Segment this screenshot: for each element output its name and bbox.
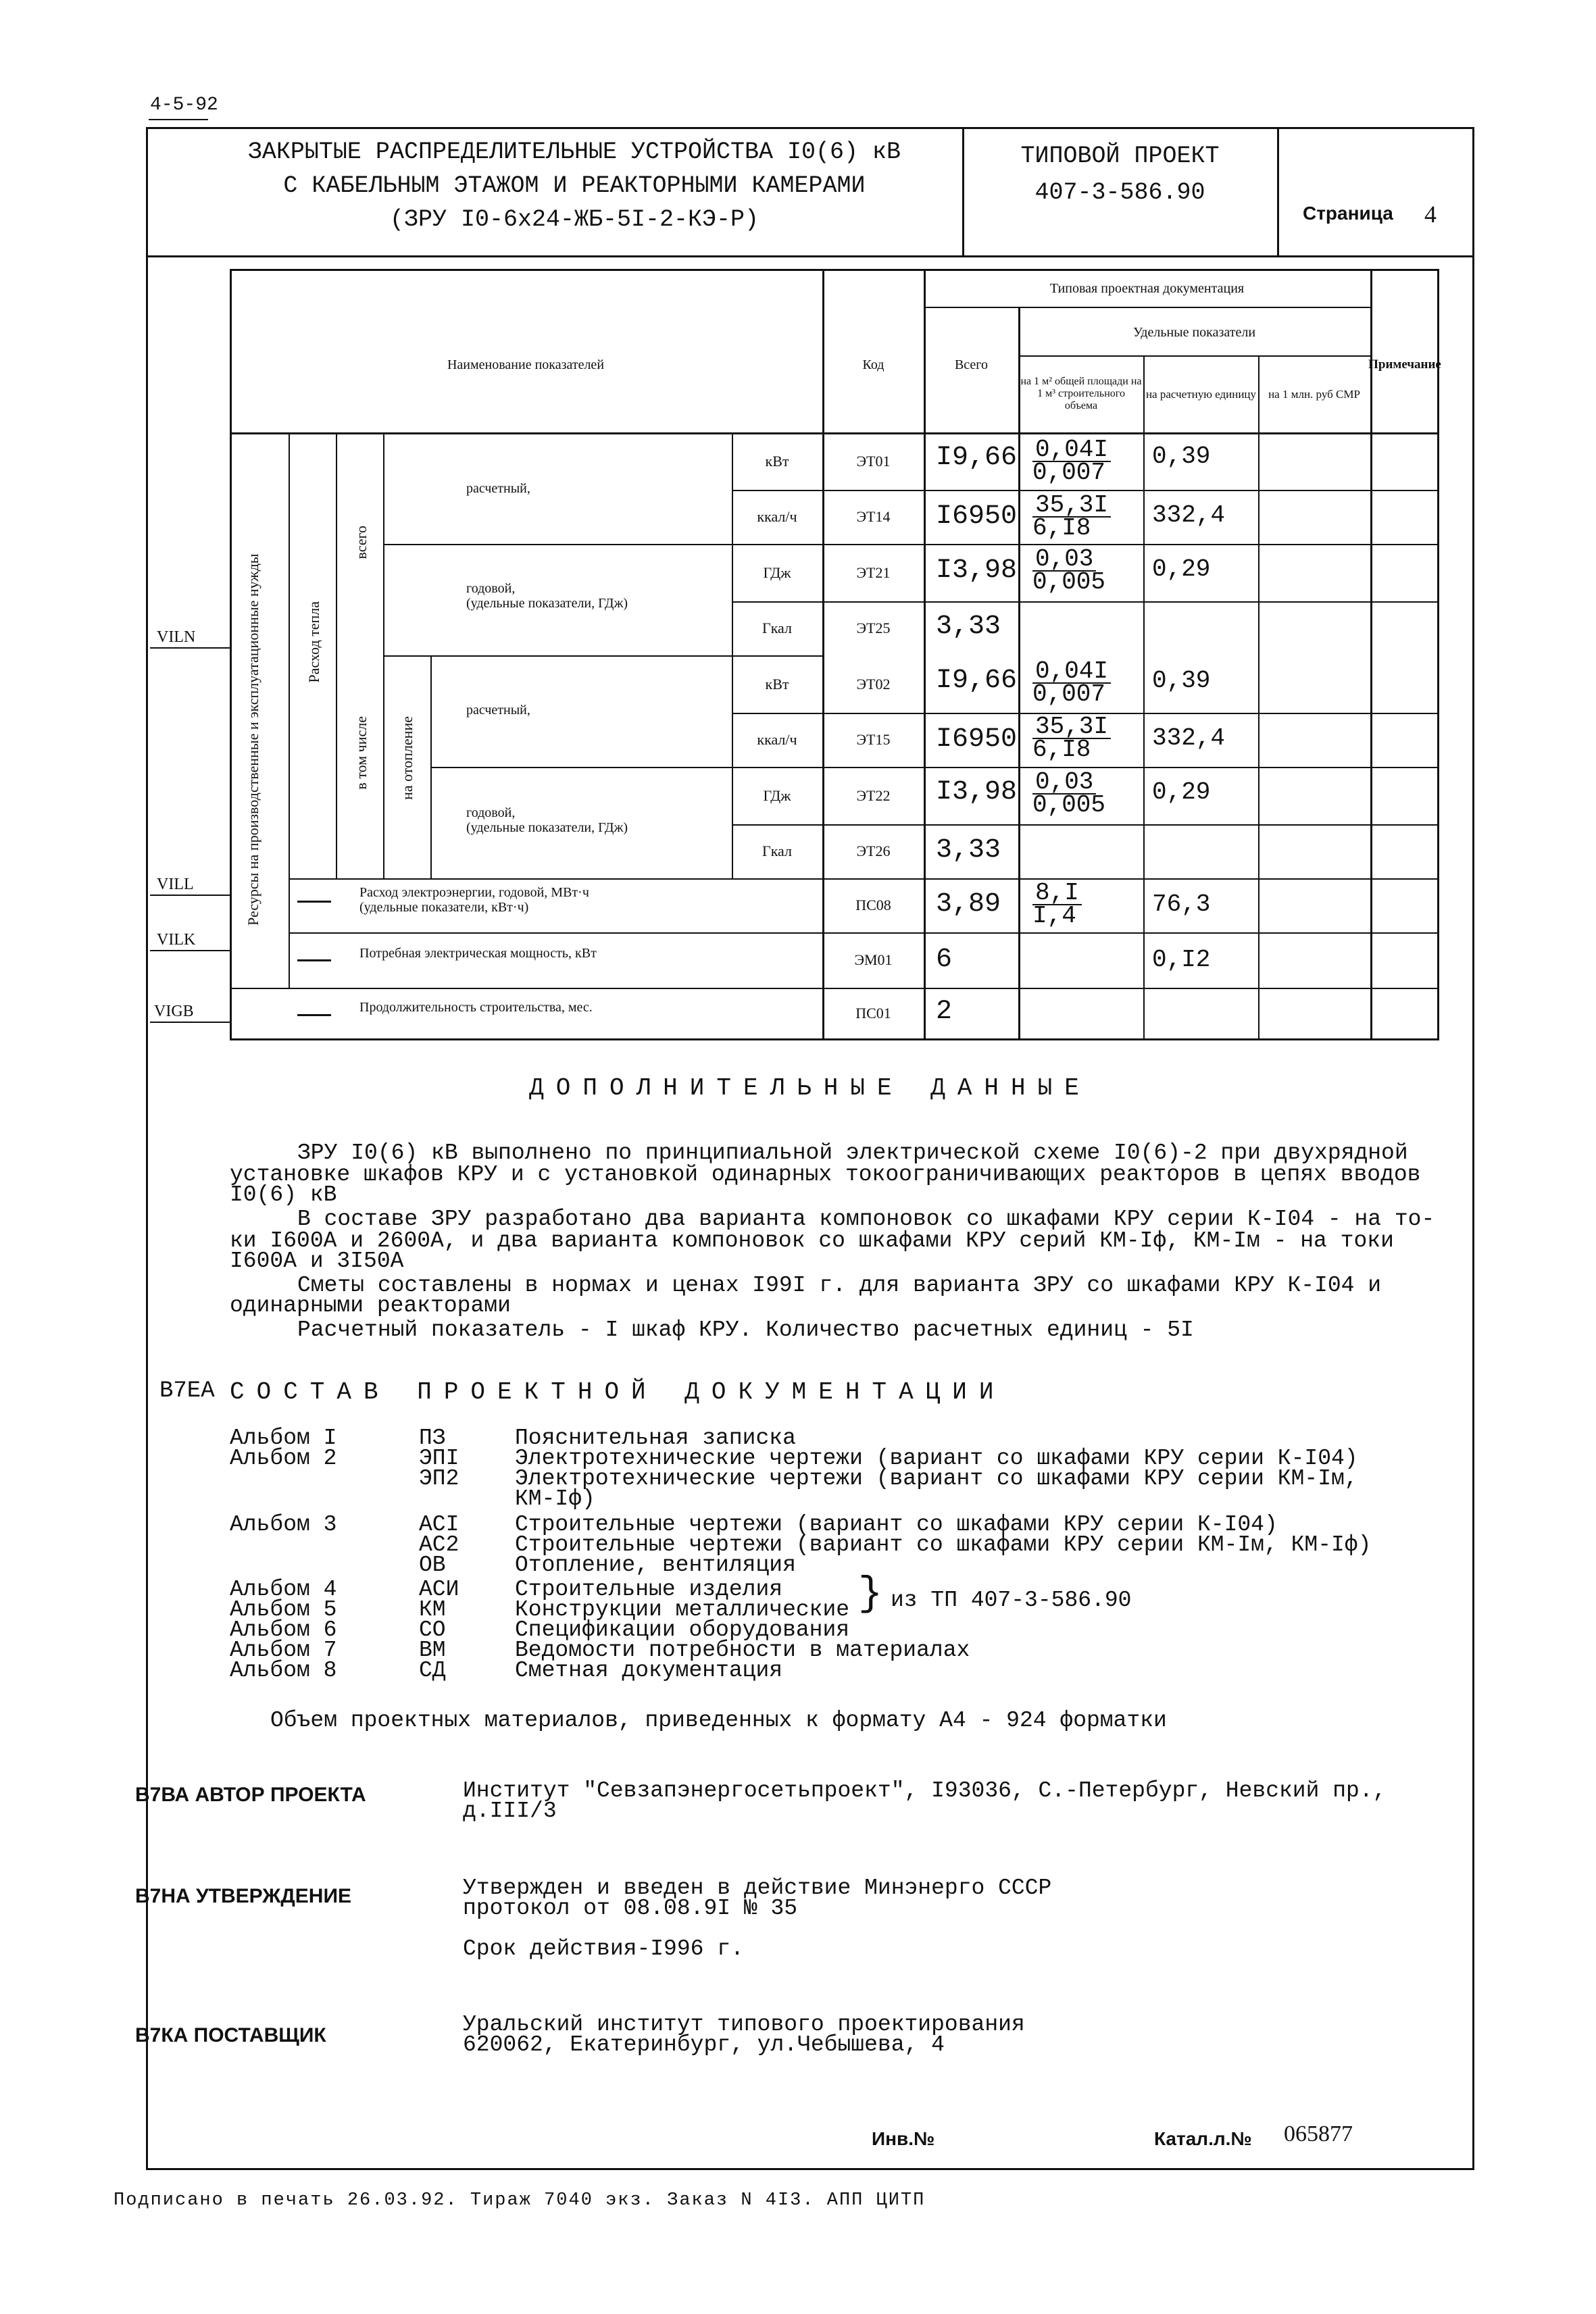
row-10-marker <box>297 959 331 961</box>
additional-line-3: I0(6) кВ <box>230 1182 337 1207</box>
row-9-marker <box>297 901 331 903</box>
comp-text-6: Строительные чертежи (вариант со шкафами КРУ серии КМ-Iм, КМ-Iф) <box>515 1532 1372 1557</box>
additional-line-1: ЗРУ I0(6) кВ выполнено по принципиальной электрической схеме I0(6)-2 при двухрядной <box>297 1140 1408 1165</box>
comp-mark-1: ПЗ <box>419 1426 446 1451</box>
page-label: Страница <box>1303 203 1393 224</box>
supplier-line-1: Уральский институт типового проектирования <box>463 2012 1025 2037</box>
print-line: Подписано в печать 26.03.92. Тираж 7040 экз. Заказ N 4I3. АПП ЦИТП <box>114 2190 926 2211</box>
side-code-line-2 <box>150 895 230 896</box>
col-header-per-unit: на расчетную единицу <box>1145 387 1257 401</box>
page-number: 4 <box>1424 201 1437 228</box>
row-line-6 <box>430 767 1439 768</box>
row-5-per-m2-bottom: 0,007 <box>1032 680 1106 708</box>
header-divider-2 <box>1277 127 1279 255</box>
row-7-per-unit: 0,29 <box>1152 778 1211 806</box>
row-1-per-m2-top: 0,04I <box>1032 439 1111 462</box>
comp-mark-2: ЭПI <box>419 1446 459 1471</box>
header-group-line <box>924 307 1370 308</box>
comp-text-7: Отопление, вентиляция <box>515 1553 796 1578</box>
row-9-per-m2-bottom: I,4 <box>1032 902 1076 930</box>
row-3-code: ЭТ21 <box>856 563 891 581</box>
row-11-label: Продолжительность строительства, мес. <box>359 1000 593 1015</box>
additional-line-9: Расчетный показатель - I шкаф КРУ. Количество расчетных единиц - 5I <box>297 1317 1194 1342</box>
row-7-per-m2-top: 0,03 <box>1032 772 1096 795</box>
row-2-total: I6950 <box>936 501 1018 532</box>
comp-text-4: КМ-Iф) <box>515 1486 595 1511</box>
row-9-code: ПС08 <box>855 897 891 913</box>
row-8-total: 3,33 <box>936 835 1001 865</box>
row-6-per-m2 <box>1032 713 1111 763</box>
approval-line-1: Утвержден и введен в действие Минэнерго СССР <box>463 1876 1052 1901</box>
comp-mark-6: АС2 <box>419 1532 459 1557</box>
col-header-per-mln: на 1 млн. руб СМР <box>1268 387 1360 401</box>
row-7-per-m2 <box>1032 768 1106 819</box>
row-11-code: ПС01 <box>855 1004 891 1022</box>
row-2-per-m2-top: 35,3I <box>1032 495 1111 518</box>
row-5-code: ЭТ02 <box>856 675 891 693</box>
row-10-per-unit: 0,I2 <box>1152 946 1211 974</box>
row-6-per-unit: 332,4 <box>1152 724 1226 752</box>
row-1-total: I9,66 <box>936 443 1018 473</box>
vlabel-resources: Ресурсы на производственные и эксплуатационные нужды <box>245 553 261 926</box>
project-number: 407-3-586.90 <box>1034 179 1205 206</box>
author-label: В7ВА АВТОР ПРОЕКТА <box>135 1784 366 1806</box>
vlabel-heat: Расход тепла <box>305 601 322 683</box>
row-2-unit: ккал/ч <box>757 508 797 525</box>
row-3-total: I3,98 <box>936 555 1018 586</box>
side-code-vill: VILL <box>157 876 194 893</box>
row-9-label: Расход электроэнергии, годовой, МВт·ч (удельные показатели, кВт·ч) <box>359 885 589 915</box>
col-header-per-m2: на 1 м² общей площади на 1 м³ строительного объема <box>1020 376 1142 411</box>
comp-album-10: Альбом 6 <box>230 1617 337 1642</box>
side-code-line-4 <box>150 1022 230 1023</box>
col-header-specific: Удельные показатели <box>1132 325 1256 340</box>
comp-text-5: Строительные чертежи (вариант со шкафами КРУ серии К-I04) <box>515 1512 1278 1537</box>
comp-text-8: Строительные изделия <box>515 1577 783 1602</box>
row-5-per-unit: 0,39 <box>1152 667 1211 695</box>
volume-note: Объем проектных материалов, приведенных к формату А4 - 924 форматки <box>270 1708 1167 1733</box>
approval-label: В7НА УТВЕРЖДЕНИЕ <box>135 1885 352 1907</box>
row-7-total: I3,98 <box>936 777 1018 807</box>
supplier-label: В7КА ПОСТАВЩИК <box>135 2024 326 2046</box>
comp-album-5: Альбом 3 <box>230 1512 337 1537</box>
comp-text-11: Ведомости потребности в материалах <box>515 1638 970 1663</box>
project-label: ТИПОВОЙ ПРОЕКТ <box>1020 143 1220 170</box>
row-2-per-m2-bottom: 6,I8 <box>1032 514 1091 542</box>
project-block <box>966 138 1274 211</box>
row-1-label: расчетный, <box>466 481 530 496</box>
comp-mark-12: СД <box>419 1658 446 1683</box>
author-line-2: д.III/3 <box>463 1799 557 1823</box>
approval-validity: Срок действия-I996 г. <box>463 1936 744 1961</box>
vlabel-heating: на отопление <box>399 716 416 800</box>
row-3-per-unit: 0,29 <box>1152 555 1211 583</box>
row-4-code: ЭТ25 <box>856 620 891 636</box>
row-5-label: расчетный, <box>466 703 530 718</box>
row-7-unit: ГДж <box>763 786 791 804</box>
comp-text-1: Пояснительная записка <box>515 1426 796 1451</box>
row-1-per-m2-bottom: 0,007 <box>1032 459 1106 486</box>
col-header-code: Код <box>862 357 884 372</box>
col-line-unit <box>732 432 733 878</box>
header-bottom-line <box>146 255 1474 257</box>
row-2-code: ЭТ14 <box>856 508 891 525</box>
col-header-group: Типовая проектная документация <box>1049 281 1245 296</box>
additional-line-7: Сметы составлены в нормах и ценах I99I г. для варианта ЗРУ со шкафами КРУ К-I04 и <box>297 1273 1382 1298</box>
row-3-unit: ГДж <box>763 563 791 581</box>
comp-text-3: Электротехнические чертежи (вариант со шкафами КРУ серии КМ-Iм, <box>515 1466 1358 1491</box>
supplier-line-2: 620062, Екатеринбург, ул.Чебышева, 4 <box>463 2032 945 2057</box>
cat-number: 065877 <box>1284 2121 1353 2146</box>
additional-line-2: установке шкафов КРУ и с установкой одинарных токоограничивающих реакторов в цепях вводов <box>230 1162 1421 1187</box>
additional-line-8: одинарными реакторами <box>230 1293 511 1318</box>
comp-mark-7: ОВ <box>419 1553 446 1578</box>
row-6-total: I6950 <box>936 724 1018 755</box>
comp-album-9: Альбом 5 <box>230 1597 337 1622</box>
row-6-per-m2-bottom: 6,I8 <box>1032 736 1091 763</box>
row-6-unit: ккал/ч <box>757 731 797 748</box>
side-code-vilk: VILK <box>157 931 196 949</box>
row-3-per-m2-bottom: 0,005 <box>1032 568 1106 596</box>
header-title <box>203 135 946 236</box>
col-header-name: Наименование показателей <box>447 357 605 372</box>
brace-note: из ТП 407-3-586.90 <box>891 1588 1132 1613</box>
col-header-total: Всего <box>954 357 989 372</box>
comp-text-12: Сметная документация <box>515 1658 783 1683</box>
inv-label: Инв.№ <box>872 2128 935 2149</box>
header-divider-1 <box>962 127 964 255</box>
comp-album-8: Альбом 4 <box>230 1577 337 1602</box>
comp-mark-10: СО <box>419 1617 446 1642</box>
row-1-per-m2 <box>1032 436 1111 486</box>
row-10-label: Потребная электрическая мощность, кВт <box>359 946 597 961</box>
row-7-label: годовой, (удельные показатели, ГДж) <box>466 805 628 835</box>
row-4-unit: Гкал <box>762 620 792 636</box>
struct-line-resources <box>289 432 290 988</box>
comp-mark-3: ЭП2 <box>419 1466 459 1491</box>
row-1-per-unit: 0,39 <box>1152 443 1211 470</box>
comp-mark-11: ВМ <box>419 1638 446 1663</box>
comp-mark-8: АСИ <box>419 1577 459 1602</box>
side-code-vilN: VILN <box>157 628 196 646</box>
struct-line-heat <box>336 432 337 878</box>
additional-heading: ДОПОЛНИТЕЛЬНЫЕ ДАННЫЕ <box>529 1074 1091 1102</box>
row-3-per-m2-top: 0,03 <box>1032 549 1096 572</box>
cat-label: Катал.л.№ <box>1154 2128 1252 2149</box>
header-title-line-3: (ЗРУ I0-6x24-ЖБ-5I-2-КЭ-Р) <box>389 206 759 233</box>
additional-line-6: I600А и 3I50А <box>230 1249 404 1274</box>
row-5-per-m2-top: 0,04I <box>1032 661 1111 684</box>
vlabel-total: всего <box>353 526 370 559</box>
comp-album-1: Альбом I <box>230 1426 337 1451</box>
row-7-per-m2-bottom: 0,005 <box>1032 791 1106 819</box>
row-11-marker <box>297 1014 331 1016</box>
row-8-code: ЭТ26 <box>856 842 891 859</box>
row-3-label: годовой, (удельные показатели, ГДж) <box>466 581 628 611</box>
comp-text-10: Спецификации оборудования <box>515 1617 850 1642</box>
brace-icon: } <box>858 1571 883 1617</box>
col-header-notes: Примечание <box>1368 357 1441 372</box>
comp-mark-5: АСI <box>419 1512 459 1537</box>
side-code-line-1 <box>150 647 230 649</box>
col-line-specific-1 <box>1143 355 1145 1040</box>
page-id: 4-5-92 <box>150 95 218 116</box>
vlabel-incl: в том числе <box>353 716 370 790</box>
row-9-per-unit: 76,3 <box>1152 890 1211 918</box>
row-2-per-m2 <box>1032 491 1111 542</box>
row-9-total: 3,89 <box>936 889 1001 920</box>
comp-album-12: Альбом 8 <box>230 1658 337 1683</box>
row-1-unit: кВт <box>765 452 789 470</box>
row-6-per-m2-top: 35,3I <box>1032 716 1111 739</box>
row-5-total: I9,66 <box>936 665 1018 696</box>
row-3-per-m2 <box>1032 545 1106 596</box>
row-5-per-m2 <box>1032 657 1111 708</box>
row-11-total: 2 <box>936 997 953 1027</box>
col-line-specific-2 <box>1258 355 1260 1040</box>
row-9-per-m2 <box>1032 879 1082 930</box>
header-title-line-1: ЗАКРЫТЫЕ РАСПРЕДЕЛИТЕЛЬНЫЕ УСТРОЙСТВА I0(6) кВ <box>247 139 901 166</box>
row-1-code: ЭТ01 <box>856 452 891 470</box>
composition-heading: СОСТАВ ПРОЕКТНОЙ ДОКУМЕНТАЦИИ <box>230 1378 1006 1406</box>
row-10-code: ЭМ01 <box>854 951 893 968</box>
comp-album-11: Альбом 7 <box>230 1638 337 1663</box>
row-2-per-unit: 332,4 <box>1152 501 1226 529</box>
header-title-line-2: С КАБЕЛЬНЫМ ЭТАЖОМ И РЕАКТОРНЫМИ КАМЕРАМИ <box>283 172 866 199</box>
row-8-unit: Гкал <box>762 842 792 859</box>
row-4-total: 3,33 <box>936 611 1001 642</box>
row-7-code: ЭТ22 <box>856 786 891 804</box>
row-9-per-m2-top: 8,I <box>1032 882 1082 905</box>
comp-text-2: Электротехнические чертежи (вариант со шкафами КРУ серии К-I04) <box>515 1446 1358 1471</box>
composition-code: В7ЕА <box>159 1378 215 1404</box>
row-10-total: 6 <box>936 945 953 975</box>
author-line-1: Институт "Севзапэнергосетьпроект", I93036, С.-Петербург, Невский пр., <box>463 1778 1387 1803</box>
comp-text-9: Конструкции металлические <box>515 1597 850 1622</box>
additional-line-4: В составе ЗРУ разработано два варианта компоновок со шкафами КРУ серии К-I04 - на то- <box>297 1207 1435 1232</box>
comp-album-2: Альбом 2 <box>230 1446 337 1471</box>
side-code-vigb: VIGB <box>154 1003 194 1020</box>
approval-line-2: протокол от 08.08.9I № 35 <box>463 1896 798 1921</box>
page-id-underline <box>149 119 208 120</box>
comp-mark-9: КМ <box>419 1597 446 1622</box>
additional-line-5: ки I600А и 2600А, и два варианта компоновок со шкафами КРУ серий КМ-Iф, КМ-Iм - на токи <box>230 1228 1394 1253</box>
row-6-code: ЭТ15 <box>856 731 891 748</box>
side-code-line-3 <box>150 950 230 951</box>
row-5-unit: кВт <box>765 675 789 693</box>
